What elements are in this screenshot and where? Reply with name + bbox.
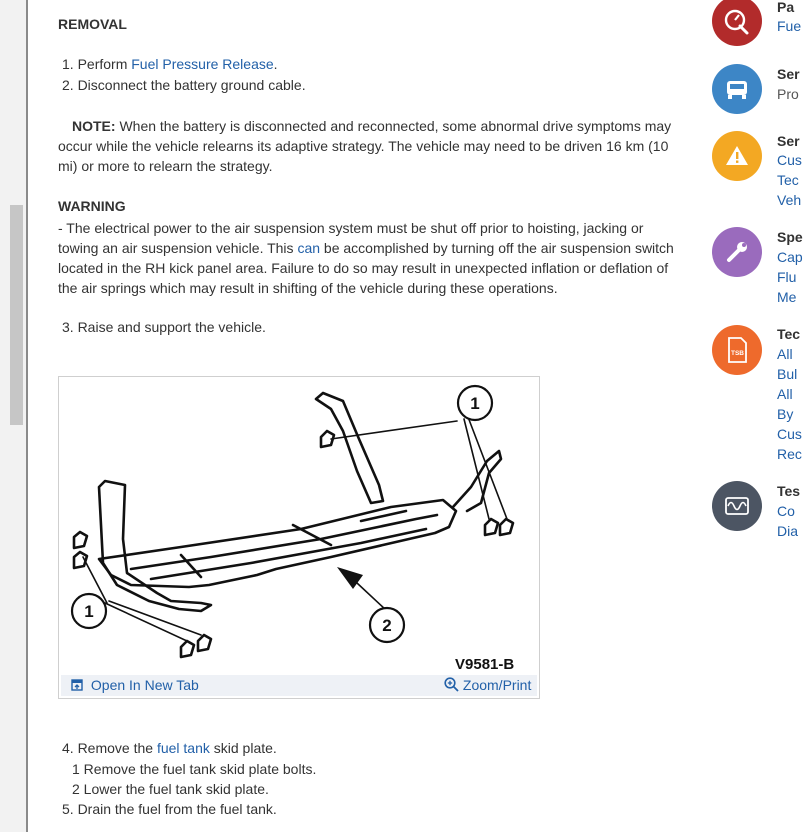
left-rail [0, 0, 28, 832]
note-paragraph [58, 116, 683, 176]
sidebar-link-fuel[interactable]: Fue [777, 18, 802, 34]
sidebar-title-specs: Spe [777, 229, 803, 245]
waveform-icon[interactable] [712, 481, 762, 531]
sidebar-title-parts: Pa [777, 0, 795, 15]
step-1 [62, 56, 278, 72]
zoom-icon [444, 677, 459, 692]
sidebar-link-tec[interactable]: Tec [777, 172, 799, 188]
step-4-suffix: skid plate. [209, 740, 277, 756]
sidebar-title-tech: Tec [777, 326, 801, 342]
leader-line-1a [331, 421, 457, 439]
warning-text-1: - The electrical power to the air suspension system must be shut off prior to hoisting, jacking or towing an air suspension vehicle. This [58, 220, 644, 256]
bolt-7-shape [500, 519, 513, 535]
leader-line-2 [357, 583, 387, 611]
sidebar-link-co[interactable]: Co [777, 503, 795, 519]
leader-line-1c [468, 417, 507, 519]
step-1-text: 1. Perform [62, 56, 132, 72]
sidebar-link-all-1[interactable]: All [777, 346, 793, 362]
sidebar-text-pro: Pro [777, 86, 799, 102]
figure-toolbar [61, 675, 537, 696]
sidebar-title-testing: Tes [777, 483, 801, 499]
sidebar-title-service-2: Ser [777, 133, 800, 149]
tsb-badge-label: TSB [731, 350, 744, 357]
skid-plate-diagram [61, 379, 537, 675]
sidebar-link-veh[interactable]: Veh [777, 192, 802, 208]
sidebar-title-service: Ser [777, 66, 800, 82]
callout-1-top [458, 386, 492, 420]
sidebar-link-me[interactable]: Me [777, 289, 797, 305]
diagram-svg [61, 379, 537, 675]
tsb-document-icon[interactable] [712, 325, 762, 375]
callout-2 [370, 608, 404, 642]
step-2: 2. Disconnect the battery ground cable. [62, 77, 306, 93]
wrench-icon[interactable] [712, 227, 762, 277]
sidebar-link-cus[interactable]: Cus [777, 152, 802, 168]
sidebar-link-flu[interactable]: Flu [777, 269, 797, 285]
substep-2: 2 Lower the fuel tank skid plate. [72, 781, 269, 797]
removal-heading: REMOVAL [58, 16, 127, 32]
can-link[interactable]: can [297, 240, 321, 256]
sidebar-link-all-2[interactable]: All [777, 386, 793, 402]
callout-1-bottom-label: 1 [84, 602, 94, 621]
skid-plate-rib [151, 529, 426, 579]
callout-1-top-label: 1 [470, 394, 480, 413]
fuel-tank-link[interactable]: fuel tank [156, 740, 210, 756]
fuel-pressure-release-link[interactable]: Fuel Pressure Release [131, 56, 274, 72]
sidebar-link-cus-2[interactable]: Cus [777, 426, 802, 442]
gauge-wrench-icon[interactable] [712, 0, 762, 46]
vehicle-service-icon[interactable] [712, 64, 762, 114]
note-text: When the battery is disconnected and reconnected, some abnormal drive symptoms may occur while the vehicle relearns its adaptive strategy. The vehicle may need to be driven 16 km (10 mi) or more to relearn the strategy. [58, 118, 672, 174]
open-in-new-tab-label: Open In New Tab [90, 677, 199, 693]
bolt-2-shape [74, 532, 87, 548]
zoom-print-button[interactable] [444, 677, 531, 693]
sidebar-link-by[interactable]: By [777, 406, 794, 422]
step-4-text: 4. Remove the [62, 740, 157, 756]
step-1-suffix: . [273, 56, 278, 72]
rear-bracket [316, 393, 383, 503]
sidebar-link-dia[interactable]: Dia [777, 523, 799, 539]
warning-icon[interactable] [712, 131, 762, 181]
figure-panel [58, 376, 540, 699]
leader-line-1b [464, 419, 489, 519]
side-rail [453, 451, 501, 511]
figure-code: V9581-B [455, 656, 515, 673]
callout-2-label: 2 [382, 616, 392, 635]
step-4 [62, 740, 277, 756]
callout-1-bottom [72, 594, 106, 628]
note-label: NOTE: [72, 118, 116, 134]
sidebar-link-rec[interactable]: Rec [777, 446, 802, 462]
leader-line-1f [109, 601, 201, 635]
open-in-new-tab-button[interactable] [71, 677, 199, 693]
warning-heading: WARNING [58, 198, 126, 214]
zoom-print-label: Zoom/Print [462, 677, 532, 693]
bolt-5-shape [198, 635, 211, 651]
step-3: 3. Raise and support the vehicle. [62, 319, 266, 335]
bolt-6-shape [485, 519, 498, 535]
open-tab-icon [71, 679, 83, 691]
sidebar-link-cap[interactable]: Cap [777, 249, 803, 265]
step-5: 5. Drain the fuel from the fuel tank. [62, 801, 277, 817]
sidebar-link-bul[interactable]: Bul [777, 366, 798, 382]
bolt-4-shape [181, 641, 194, 657]
scrollbar-thumb[interactable] [10, 205, 23, 425]
warning-text-2: be accomplished by turning off the air suspension switch located in the RH kick panel area. Failure to do so may result in unexpected inflation or deflation of the air springs which may result in shifting of the vehicle during these operations. [58, 240, 674, 296]
warning-paragraph [58, 218, 683, 298]
sidebar [712, 0, 803, 832]
substep-1: 1 Remove the fuel tank skid plate bolts. [72, 761, 317, 777]
